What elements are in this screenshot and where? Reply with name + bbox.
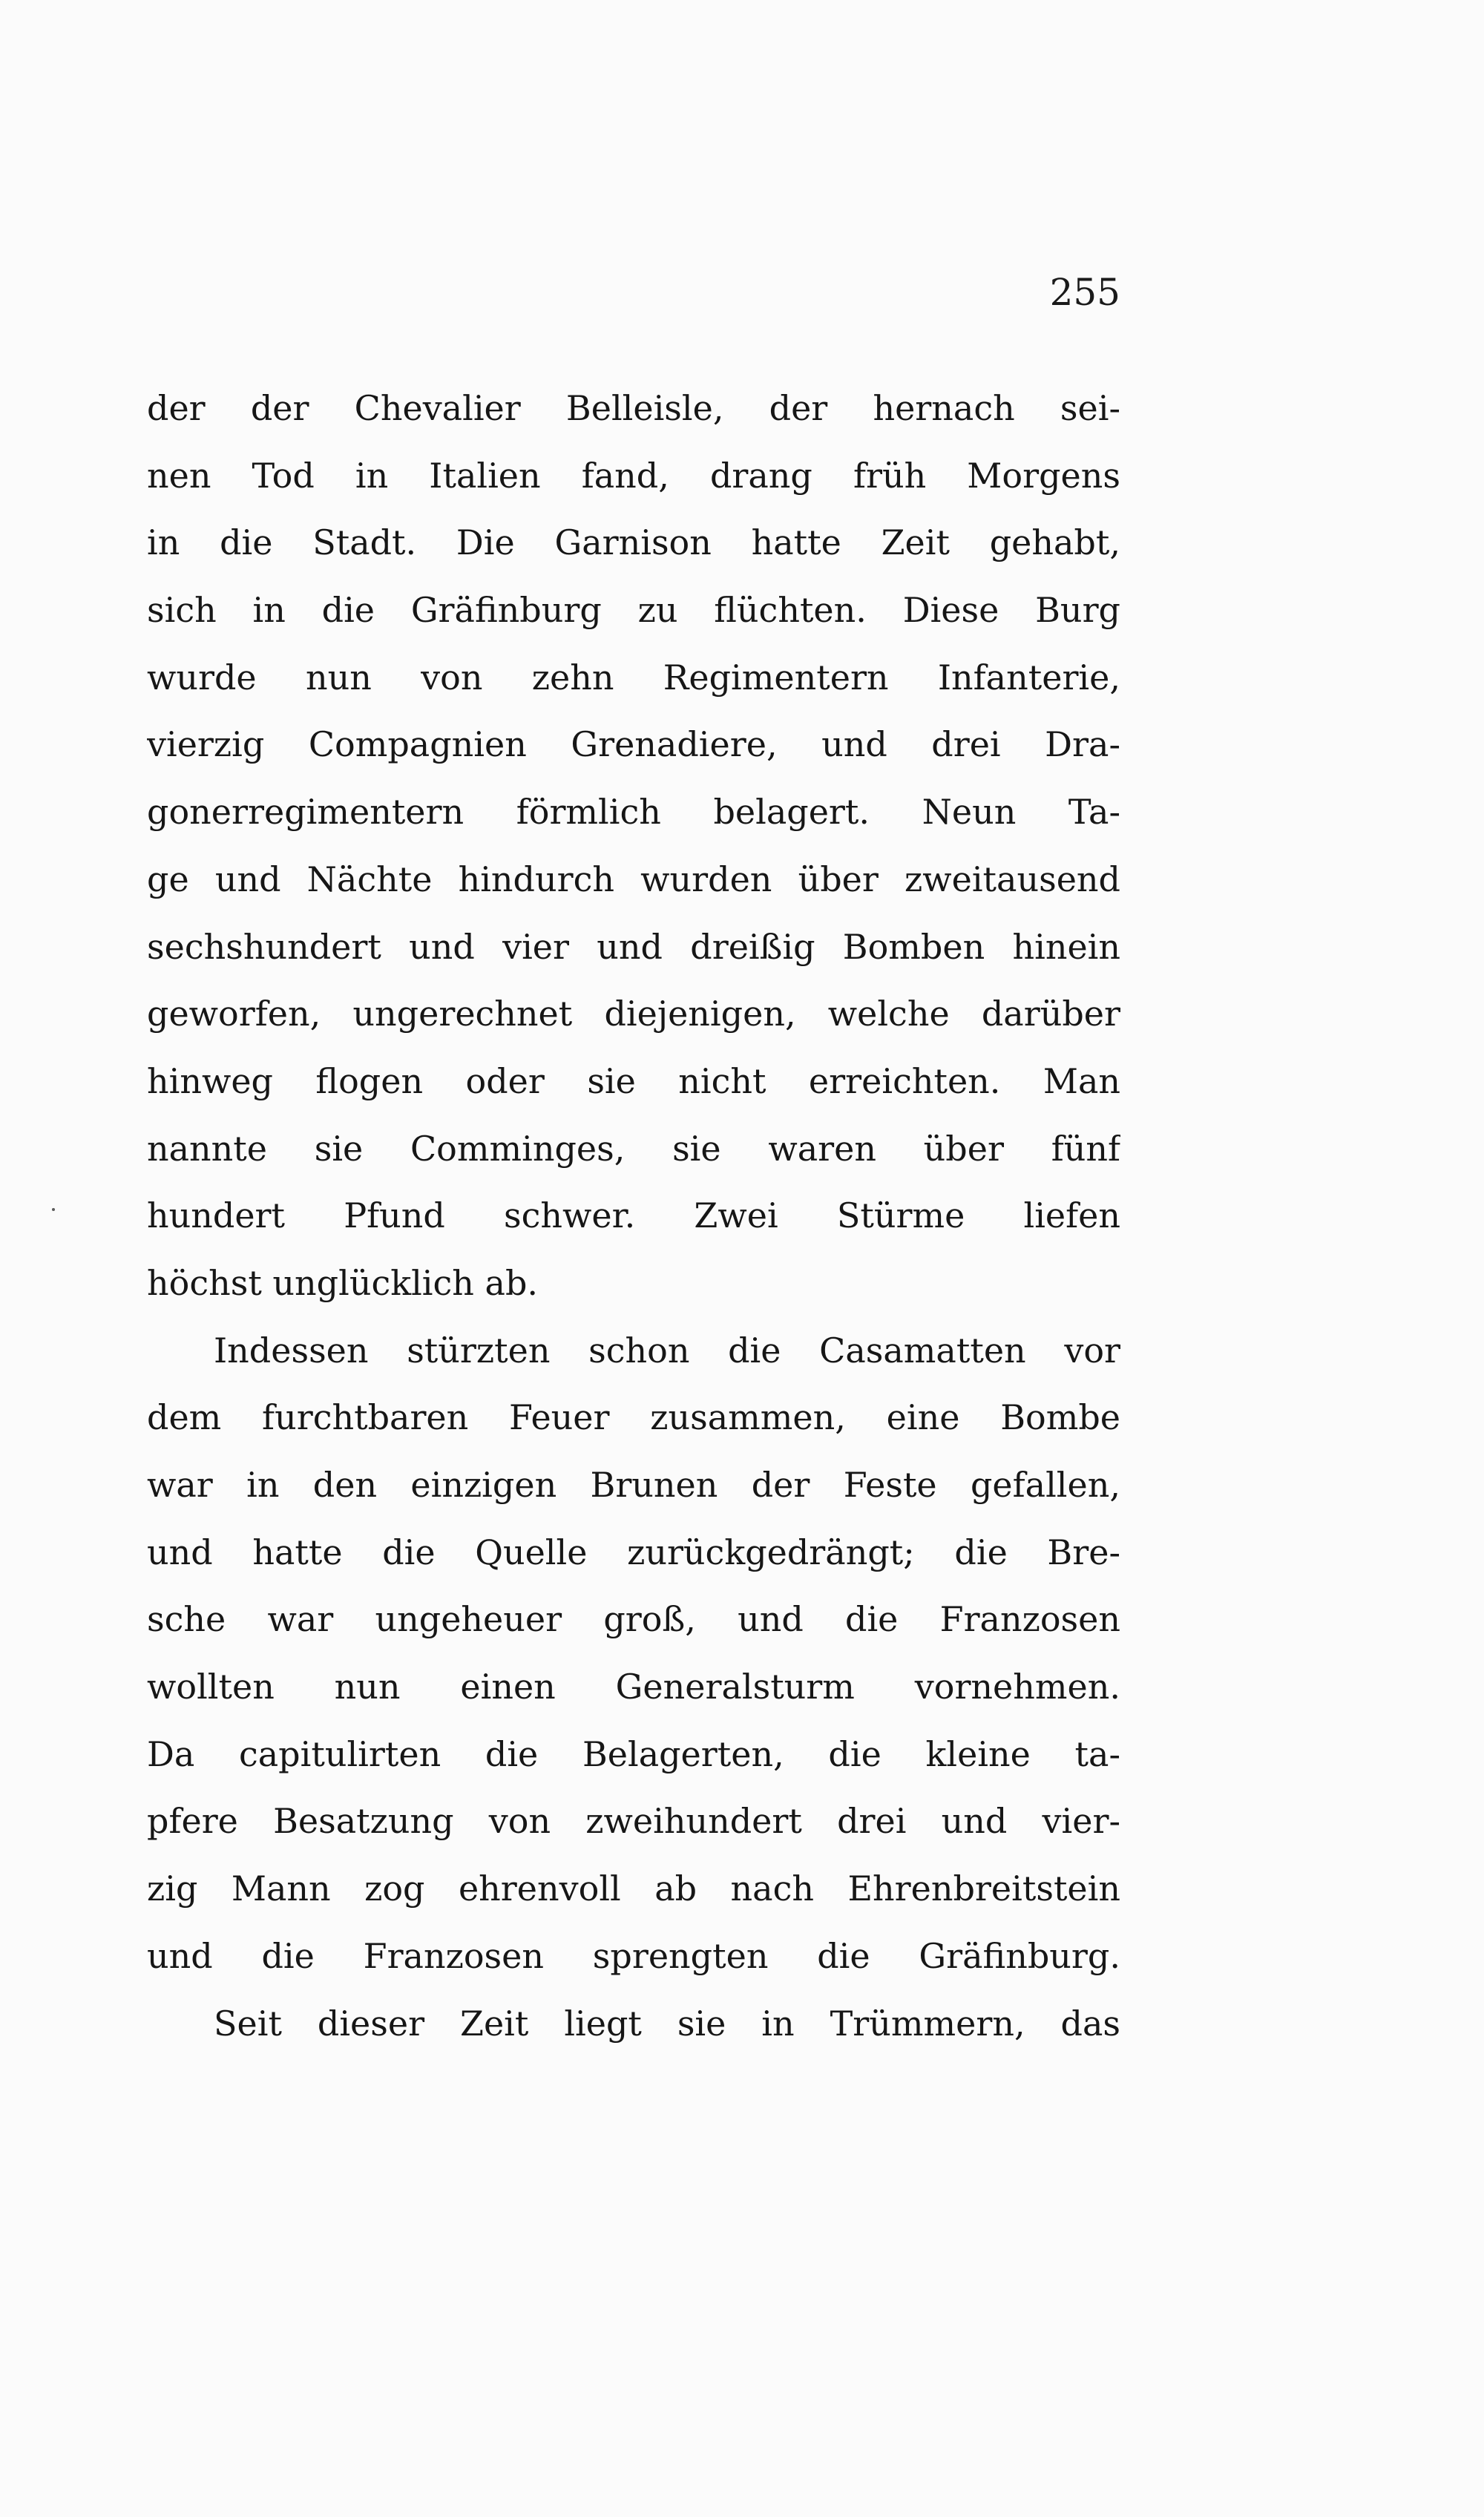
text-line: geworfen, ungerechnet diejenigen, welche darüber: [147, 994, 1120, 1034]
text-line: höchst unglücklich ab.: [147, 1262, 539, 1303]
text-line: Seit dieser Zeit liegt sie in Trümmern, das: [214, 2003, 1120, 2044]
margin-speck: [52, 1208, 55, 1211]
body-text: [147, 375, 1120, 2057]
text-line: sche war ungeheuer groß, und die Franzosen: [147, 1599, 1120, 1640]
page-number: 255: [1049, 271, 1120, 314]
text-line: und die Franzosen sprengten die Gräfinburg.: [147, 1935, 1120, 1976]
text-line: der der Chevalier Belleisle, der hernach sei-: [147, 388, 1120, 428]
text-line: pfere Besatzung von zweihundert drei und vier-: [147, 1801, 1120, 1842]
paragraph-2: [147, 1317, 1120, 1990]
paragraph-1: [147, 375, 1120, 1317]
text-line: hinweg flogen oder sie nicht erreichten. Man: [147, 1060, 1120, 1101]
text-line: nen Tod in Italien fand, drang früh Morgens: [147, 455, 1120, 496]
text-line: gonerregimentern förmlich belagert. Neun Ta-: [147, 792, 1120, 833]
text-line: in die Stadt. Die Garnison hatte Zeit gehabt,: [147, 522, 1120, 563]
text-line: wollten nun einen Generalsturm vornehmen.: [147, 1667, 1120, 1707]
text-line: hundert Pfund schwer. Zwei Stürme liefen: [147, 1195, 1120, 1236]
text-line: vierzig Compagnien Grenadiere, und drei Dra-: [147, 724, 1120, 765]
text-line: und hatte die Quelle zurückgedrängt; die Bre-: [147, 1532, 1120, 1572]
paragraph-3: [147, 1990, 1120, 2058]
text-line: Da capitulirten die Belagerten, die kleine ta-: [147, 1733, 1120, 1774]
text-line: wurde nun von zehn Regimentern Infanterie,: [147, 657, 1120, 698]
text-line: sich in die Gräfinburg zu flüchten. Diese Burg: [147, 590, 1120, 631]
text-line: nannte sie Comminges, sie waren über fünf: [147, 1128, 1120, 1169]
text-line: zig Mann zog ehrenvoll ab nach Ehrenbreitstein: [147, 1868, 1120, 1909]
text-line: Indessen stürzten schon die Casamatten vor: [214, 1330, 1120, 1371]
text-line: ge und Nächte hindurch wurden über zweitausend: [147, 859, 1120, 899]
text-line: dem furchtbaren Feuer zusammen, eine Bombe: [147, 1397, 1120, 1438]
text-line: war in den einzigen Brunen der Feste gefallen,: [147, 1465, 1120, 1505]
text-line: sechshundert und vier und dreißig Bomben hinein: [147, 926, 1120, 967]
